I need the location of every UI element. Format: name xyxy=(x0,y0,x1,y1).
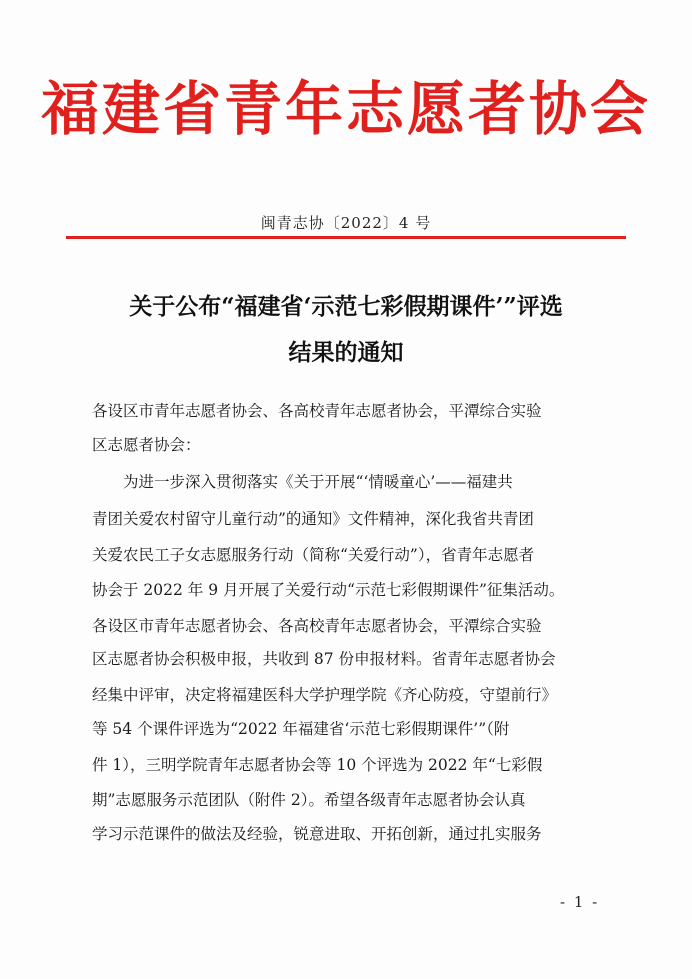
body-line: 青团关爱农村留守儿童行动”的通知》文件精神，深化我省共青团 xyxy=(92,510,534,528)
red-divider-line xyxy=(66,236,626,239)
notice-title-line-2: 结果的通知 xyxy=(288,339,404,366)
body-line: 各设区市青年志愿者协会、各高校青年志愿者协会，平潭综合实验 xyxy=(92,617,542,635)
body-line: 协会于 2022 年 9 月开展了关爱行动“示范七彩假期课件”征集活动。 xyxy=(92,581,565,599)
body-line: 为进一步深入贯彻落实《关于开展“‘情暖童心’——福建共 xyxy=(92,473,513,491)
body-line: 各设区市青年志愿者协会、各高校青年志愿者协会，平潭综合实验 xyxy=(92,402,542,420)
body-line: 期”志愿服务示范团队（附件 2）。希望各级青年志愿者协会认真 xyxy=(92,791,526,809)
notice-title-line-1: 关于公布“福建省‘示范七彩假期课件’”评选 xyxy=(129,293,563,320)
body-line: 关爱农民工子女志愿服务行动（简称“关爱行动”），省青年志愿者 xyxy=(92,546,535,564)
body-line: 区志愿者协会： xyxy=(92,436,201,454)
document-number: 闽青志协〔2022〕4 号 xyxy=(260,214,432,232)
body-line: 件 1），三明学院青年志愿者协会等 10 个评选为 2022 年“七彩假 xyxy=(92,756,543,774)
body-line: 区志愿者协会积极申报，共收到 87 份申报材料。省青年志愿者协会 xyxy=(92,650,556,668)
body-line: 经集中评审，决定将福建医科大学护理学院《齐心防疫，守望前行》 xyxy=(92,686,558,704)
organization-header: 福建省青年志愿者协会 xyxy=(40,75,651,143)
page-number: - 1 - xyxy=(560,893,600,911)
body-line: 等 54 个课件评选为“2022 年福建省‘示范七彩假期课件’”（附 xyxy=(92,720,510,738)
body-line: 学习示范课件的做法及经验，锐意进取、开拓创新，通过扎实服务 xyxy=(92,825,542,843)
